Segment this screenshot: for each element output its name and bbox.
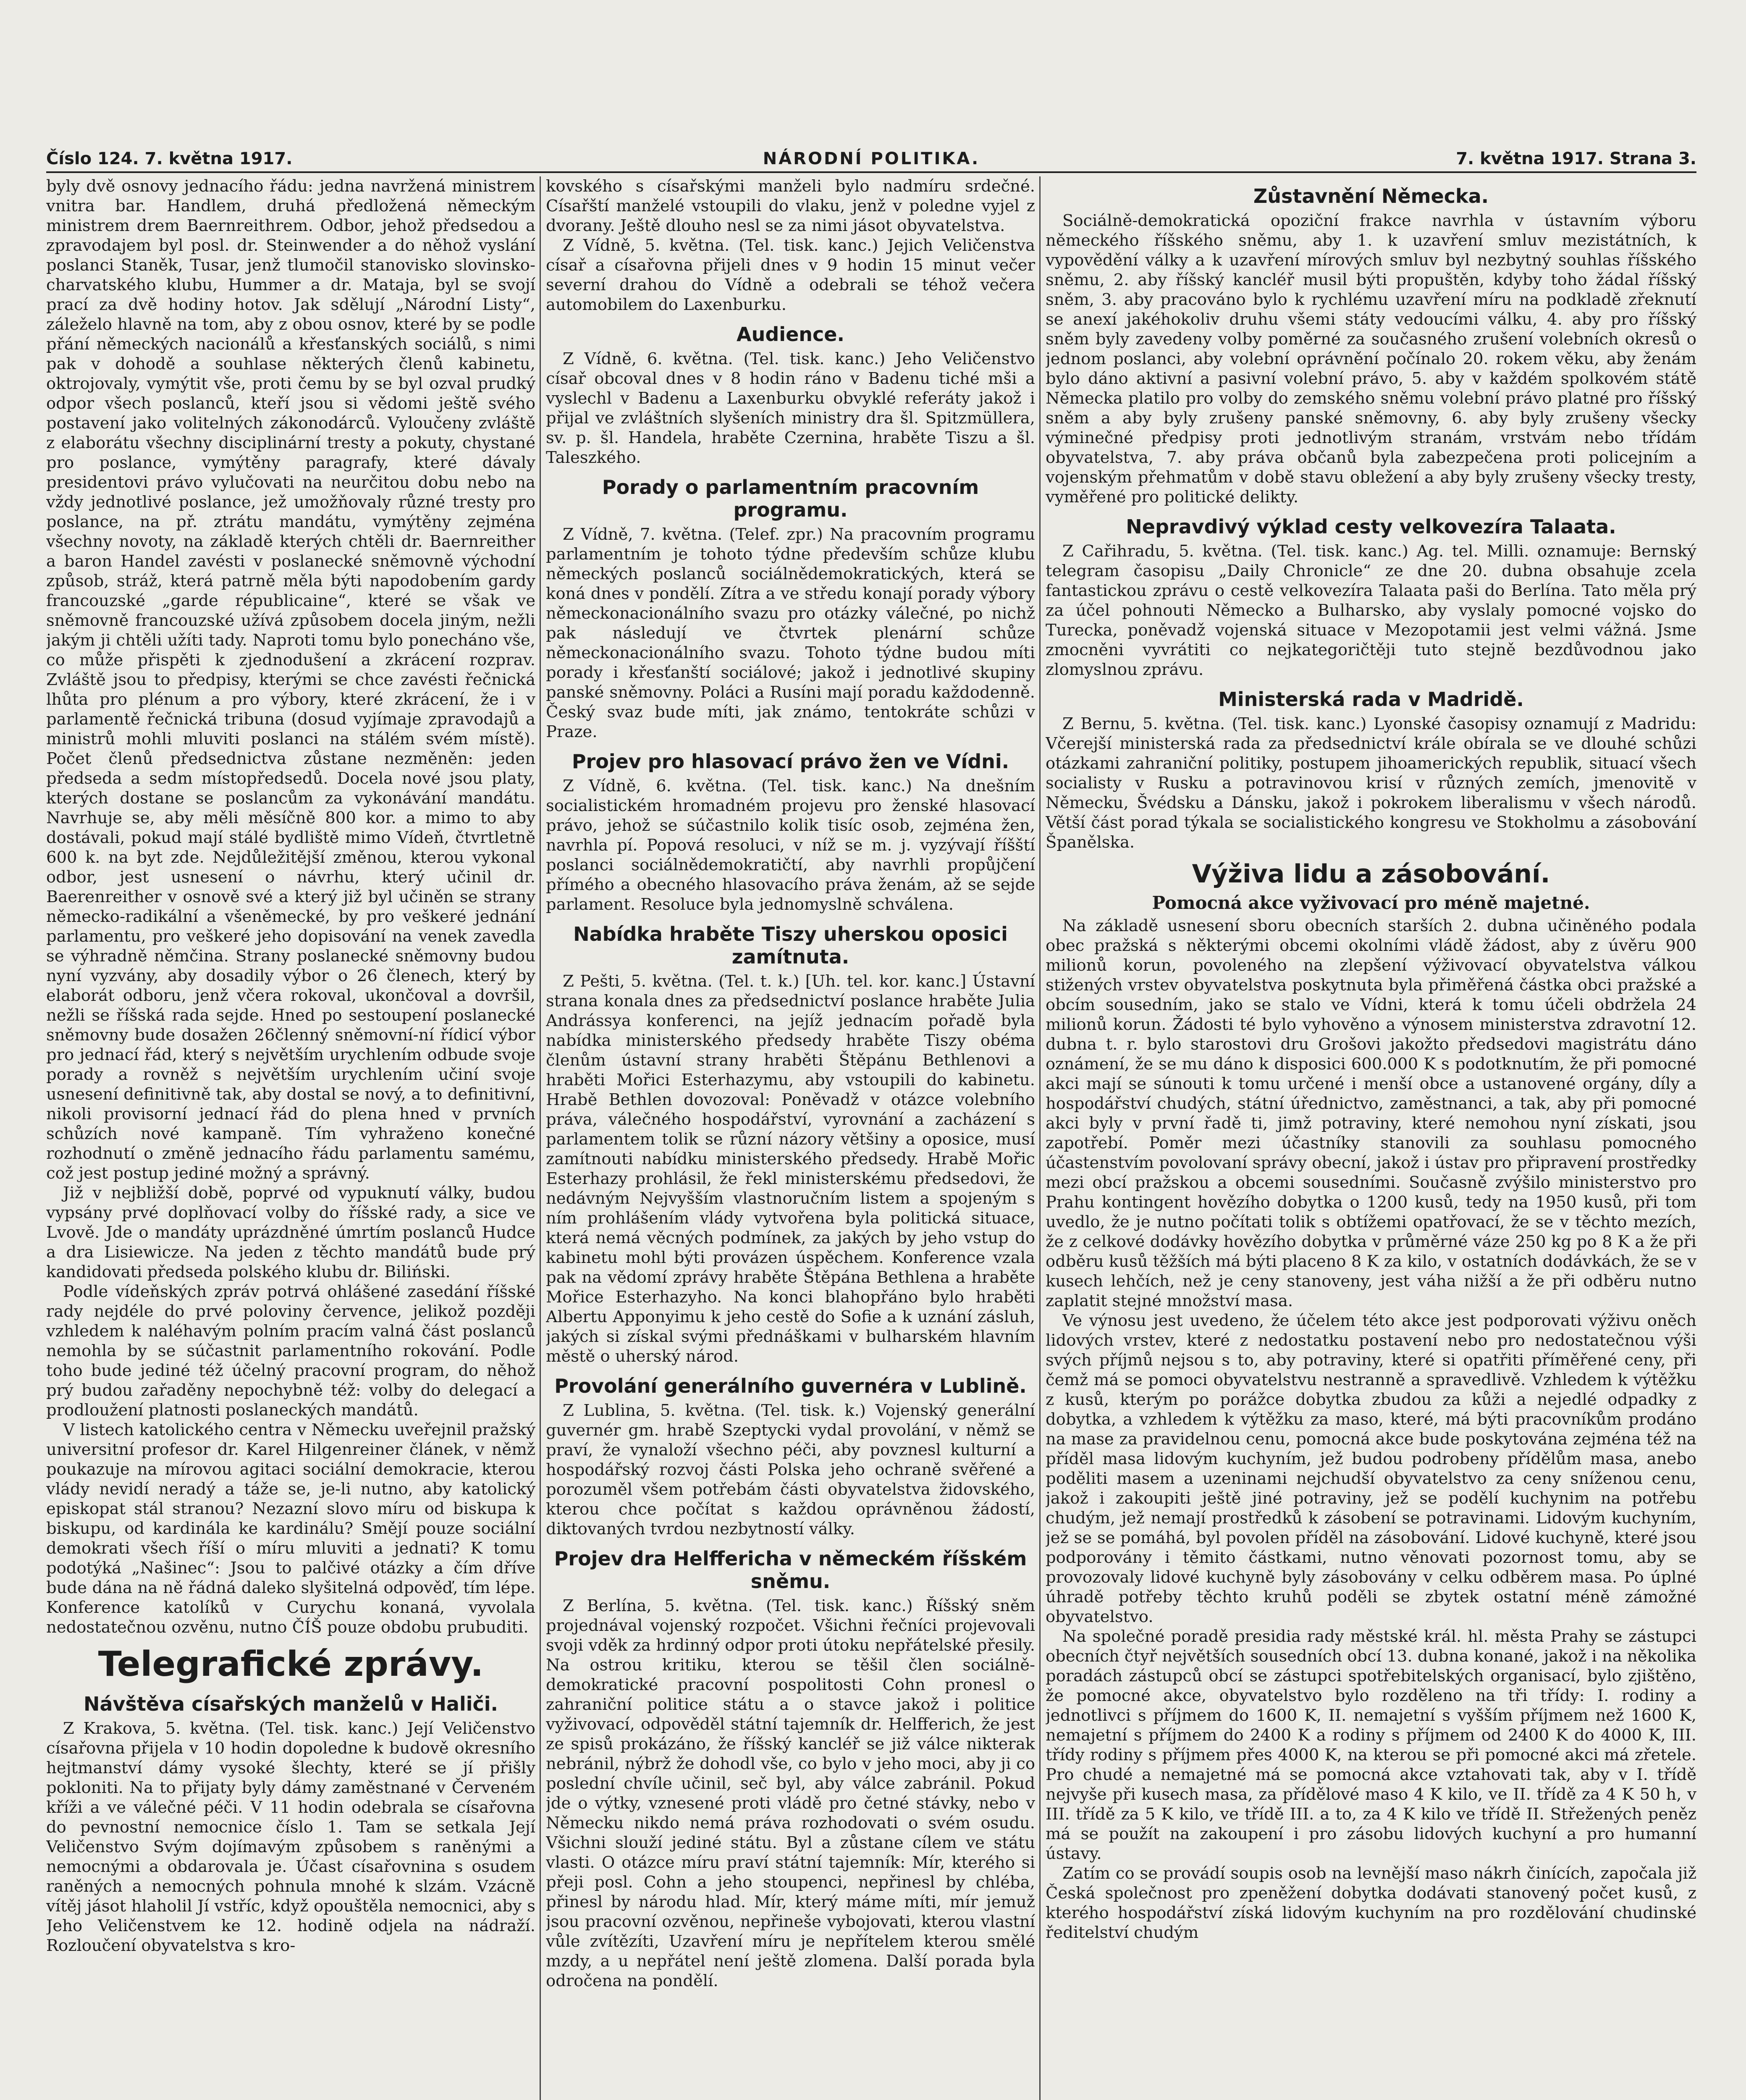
article-paragraph: Z Lublina, 5. května. (Tel. tisk. k.) Vojenský generální guvernér gm. hrabě Szeptycki vydal provolání, v němž se praví, že vynaloží všechno péči, aby povznesl kulturní a hospodářský rozvoj části Polska jeho ochraně svěřené a porozuměl všem potřebám části obyvatelstva židovského, kterou chce počítat s každou oprávněnou žádostí, diktovaných tvrdou nezbytností války. <box>546 1401 1035 1538</box>
article-heading: Nepravdivý výklad cesty velkovezíra Talaata. <box>1126 515 1616 538</box>
article-paragraph: V listech katolického centra v Německu uveřejnil pražský universitní profesor dr. Karel Hilgenreiner článek, v němž poukazuje na mírovou agitaci sociální demokracie, kterou vlády nevidí neradý a táže se, je-li nutno, aby katolický episkopat stál stranou? Nezazní slovo míru od biskupa k biskupu, od kardinála ke kardinálu? Smějí pouze sociální demokrati všech říší o míru mluviti a jednati? K tomu podotýká „Našinec“: Jsou to palčivé otázky a čím dříve bude dána na ně řádná daleko slyšitelná odpověď, tím lépe. Konference katolíků v Curychu konaná, vyvolala nedostatečnou ozvěnu, nutno ČÍŠ pouze obdobu prubuditi. <box>46 1420 535 1637</box>
column-1 <box>46 176 535 2100</box>
article-paragraph: Z Vídně, 5. května. (Tel. tisk. kanc.) Jejich Veličenstva císař a císařovna přijeli dnes v 9 hodin 15 minut večer severní drahou do Vídně a odebrali se téhož večera automobilem do Laxenburku. <box>546 236 1035 314</box>
article-paragraph: Zatím co se provádí soupis osob na levnější maso nákrh činících, započala již Česká společnost pro zpeněžení dobytka dodávati stanovený počet kusů, z kterého hospodářství získá lidovým kuchyním na pro rozdělování chudinské ředitelství chudým <box>1046 1864 1696 1942</box>
page-header <box>46 149 1696 171</box>
article-paragraph: kovského s císařskými manželi bylo nadmíru srdečné. Císařští manželé vstoupili do vlaku, jenž v poledne vyjel z dvorany. Ještě dlouho nesl se za nimi jásot obyvatelstva. <box>546 177 1035 235</box>
article-paragraph: Z Vídně, 7. května. (Telef. zpr.) Na pracovním programu parlamentním je tohoto týdne především schůze klubu německých poslanců sociálnědemokratických, která se koná dnes v pondělí. Zítra a ve středu konají porady výbory německonacionálního svazu pro otázky válečné, po nichž pak následují ve čtvrtek plenární schůze německonacionálního svazu. Tohoto týdne budou míti porady i křesťanští sociálové; jakož i jednotlivé skupiny panské sněmovny. Poláci a Rusíni mají poradu každodenně. Český svaz bude míti, jak známo, tentokráte schůzi v Praze. <box>546 525 1035 741</box>
article-paragraph: Z Pešti, 5. května. (Tel. t. k.) [Uh. tel. kor. kanc.] Ústavní strana konala dnes za předsednictví poslance hraběte Julia Andrássyа konferenci, na jejíž jednacím pořadě byla nabídka ministerského předsedy hraběte Tiszy obéma členům ústavní strany hraběti Štěpánu Bethlenovi a hraběti Mořici Esterhazymu, aby vstoupili do kabinetu. Hrabě Bethlen dovozoval: Poněvadž v otázce volebního práva, válečného hospodářství, vyrovnání a zacházení s parlamentem tolik se různí názory většiny a oposice, musí zamítnouti nabídku ministerského předsedy. Hrabě Mořic Esterhazy prohlásil, že řekl ministerskému předsedovi, že nedávným Nejvyšším vlastnoručním listem a spojeným s ním prohlášením vlády vytvořena byla politická situace, která nemá věcných podmínek, za jakých by jeho vstup do kabinetu mohl býti provázen úspěchem. Konference vzala pak na vědomí zprávy hraběte Štěpána Bethlena a hraběte Mořice Esterhazyho. Na konci blahopřáno bylo hraběti Albertu Apponyimu k jeho cestě do Sofie a k uznání zásluh, jakých si získal svými přednáškami v bulharském hlavním městě o uherský národ. <box>546 972 1035 1366</box>
column-3 <box>1046 176 1696 2100</box>
header-masthead: NÁRODNÍ POLITIKA. <box>763 149 980 168</box>
header-page-number: 7. května 1917. Strana 3. <box>1456 149 1696 168</box>
article-paragraph: Z Berlína, 5. května. (Tel. tisk. kanc.) Říšský sněm projednával vojenský rozpočet. Všichni řečníci projevovali svoji vděk za hrdinný odpor proti útoku nepřátelské přesily. Na ostrou kritiku, kterou se těšil člen sociálně-demokratické pracovní pospolitosti Cohn pronesl o zahraniční politice státu a o stavce jakož i politice vyživovací, odpověděl státní tajemník dr. Helfferich, že jest ze spisů prokázáno, že říšský kancléř se již válce nikterak nebránil, nýbrž že dohodl vše, co bylo v jeho moci, aby ji co poslední chvíle učinil, seč byl, aby válce zabránil. Pokud jde o výtky, vznesené proti vládě pro četné stávky, nebo v Německu nikdo nemá práva rozhodovati o svém osudu. Všichni slouží jediné státu. Byl a zůstane cílem ve státu vlasti. O otázce míru praví státní tajemník: Mír, kterého si přeji posl. Cohn a jeho stoupenci, nepřinesl by chléba, přinesl by národu hlad. Mír, který máme míti, mír jemuž jsou pracovní ozvěnou, nepřineše vybojovati, kterou vlastní vůle zvítězíti, Uzavření míru je nepřítelem kterou smělé mzdy, a u nepřátel není ještě zlomena. Další porada byla odročena na pondělí. <box>546 1596 1035 1990</box>
article-heading: Porady o parlamentním pracovním programu. <box>602 476 979 521</box>
column-divider <box>540 176 541 2100</box>
header-issue-date: Číslo 124. 7. května 1917. <box>46 149 293 168</box>
column-2 <box>546 176 1035 2100</box>
article-paragraph: Ve výnosu jest uvedeno, že účelem této akce jest podporovati výživu oněch lidových vrstev, které z nedostatku postavení nebo pro nedostatečnou výši svých příjmů nejsou s to, aby potraviny, které si opatřiti příměřené ceny, při čemž má se pomoci obyvatelstvu nestranně a spravedlivě. Vzhledem k výtěžku z kusů, kterým po porážce dobytka zbudou za kůži a nejedlé odpadky z dobytka, a vzhledem k výtěžku za maso, které, má býti pracovníkům prodáno na mase za pravidelnou cenu, pomocná akce bude poskytována zejména též na příděl masa lidovým kuchyním, jež budou podrobeny přídělům masa, anebo poděliti masem a uzeninami nejchudší obyvatelstvo za ceny sníženou cenu, jakož i zakoupiti ještě jiné potraviny, jež se podělí kuchynim na potřebu chudým, jež nemají prostředků k zásobení se potravinami. Lidovým kuchyním, jež se se pomáhá, byl povolen příděl na zásobování. Lidové kuchyně, které jsou podporovány i těmito částkami, nutno věnovati pozornost tomu, aby se provozovaly lidové kuchyně byly zásobovány v celku odběrem masa. Po úplné úhradě potřeby těchto kruhů poděli se zbytek ostatní méně zámožné obyvatelstvo. <box>1046 1311 1696 1626</box>
header-rule <box>46 171 1696 173</box>
article-paragraph: Z Krakova, 5. května. (Tel. tisk. kanc.) Její Veličenstvo císařovna přijela v 10 hodin dopoledne k budově okresního hejtmanství dámy vysoké šlechty, které se jí přišly pokloniti. Na to přijaty byly dámy zaměstnané v Červeném kříži a ve válečné péči. V 11 hodin odebrala se císařovna do pevnostní nemocnice číslo 1. Tam se setkala Její Veličenstvo Svým dojímavým způsobem s raněnými a nemocnými a obdarovala je. Účast císařovnina s osudem raněných a nemocných pohnula mnohé k slzám. Vzácně vítěj jásot hlaholil Jí vstříc, když opouštěla nemocnici, aby s Jeho Veličenstvem ke 12. hodině odjela na nádraží. Rozloučení obyvatelstva s kro- <box>46 1719 535 1955</box>
article-heading: Nabídka hraběte Tiszy uherskou oposici zamítnuta. <box>573 923 1008 968</box>
article-paragraph: Již v nejbližší době, poprvé od vypuknutí války, budou vypsány prvé doplňovací volby do říšské rady, a sice ve Lvově. Jde o mandáty uprázdněné úmrtím poslanců Hudce a dra Lisiewicze. Na jeden z těchto mandátů bude prý kandidovati předseda polského klubu dr. Biliński. <box>46 1184 535 1281</box>
article-heading: Návštěva císařských manželů v Haliči. <box>83 1693 498 1715</box>
article-heading: Pomocná akce vyživovací pro méně majetné. <box>1152 892 1590 913</box>
article-paragraph: Z Vídně, 6. května. (Tel. tisk. kanc.) Na dnešním socialistickém hromadném projevu pro ženské hlasovací právo, jehož se súčastnilo kolik tisíc osob, zejména žen, navrhla pí. Popová resoluci, v níž se m. j. vyzývají říšští poslanci sociálnědemokratičtí, aby navrhli propůjčení přímého a obecného hlasovacího práva ženám, až se sejde parlament. Resoluce byla jednomyslně schválena. <box>546 777 1035 914</box>
article-heading: Ministerská rada v Madridě. <box>1218 688 1524 711</box>
article-paragraph: Z Vídně, 6. května. (Tel. tisk. kanc.) Jeho Veličenstvo císař obcoval dnes v 8 hodin ráno v Badenu tiché mši a vyslechl v Badenu a Laxenburku obvyklé referáty jakož i přijal ve zvláštních slyšeních ministry dra šl. Spitzmüllera, sv. p. šl. Handela, hraběte Czernina, hraběte Tiszu a šl. Taleszkého. <box>546 349 1035 467</box>
article-heading: Audience. <box>737 323 844 346</box>
article-heading: Provolání generálního guvernéra v Lublině. <box>554 1375 1027 1397</box>
article-paragraph: byly dvě osnovy jednacího řádu: jedna navržená ministrem vnitra bar. Handlem, druhá předložená německým ministrem drem Baernreithrem. Odbor, jehož předsedou a zpravodajem byl posl. dr. Steinwender a do něhož vyslání poslanci Staněk, Tusar, jenž tlumočil stanovisko slovinsko-charvatského klubu, Hummer a dr. Mataja, byl se svojí prací za dvě hodiny hotov. Jak sdělují „Národní Listy“, záleželo hlavně na tom, aby z obou osnov, které by se podle přání německých nacionálů a křesťanských sociálů, s nimi pak v dohodě a souhlase některých členů kabinetu, oktrojovaly, vymýtit vše, proti čemu by se byl ozval prudký odpor všech poslanců, kteří jsou si vědomi ještě svého postavení jako volitelných zákonodárců. Vyloučeny zvláště z elaborátu všechny disciplinární tresty a pokuty, chystané pro poslance, vymýtěny paragrafy, které dávaly presidentovi právo vylučovati na neurčitou dobu nebo na vždy jednotlivé poslance, jež umožňovaly různé tresty pro poslance, na př. ztrátu mandátu, vymýtěny zejména všechny novoty, na základě kterých chtěli dr. Baernreither a baron Handel zavésti v poslanecké sněmovně východní způsob, stráž, která patrně měla býti napodobením gardy francouzské „garde républicaine“, které se však ve sněmovně francouzské užívá způsobem docela jiným, nežli jakým ji chtěli užíti tady. Naproti tomu bylo ponecháno vše, co může přispěti k zjednodušení a zkrácení rozprav. Zvláště jsou to předpisy, kterými se chce zavésti řečnická lhůta pro plénum a pro výbory, které zkrácení, že i v parlamentě řečnická tribuna (dosud vyjímaje zpravodajů a ministrů mohli mluviti poslanci na stálém svém místě). Počet členů předsednictva zůstane nezměněn: jeden předseda a sedm místopředsedů. Docela nové jsou platy, kterých dostane se poslancům za vykonávání mandátu. Navrhuje se, aby měli měsíčně 800 kor. a mimo to aby dostávali, pokud mají stálé bydliště mimo Vídeň, čtvrtletně 600 k. na byt zde. Nejdůležitější změnou, kterou vykonal odbor, jest usnesení o návrhu, který učinil dr. Baerenreither v osnově své a který již byl učiněn se strany německo-radikální a všeněmecké, by pro veškeré jednání parlamentu, pro veškeré jeho dopisování na venek zavedla se výhradně němčina. Strany poslanecké sněmovny budou nyní vyzvány, aby dosadily výbor o 26 členech, který by elaborát odboru, jenž včera rokoval, ukončoval a dovršil, nežli se říšská rada sejde. Hned po sestoupení poslanecké sněmovny bude dosažen 26členný sněmovní-ní řídicí výbor pro jednací řád, který s největším urychlením odbude svoje porady a rovněž s největším urychlením učiní svoje usnesení definitivně tak, aby dostal se nový, a to definitivní, nikoli provisorní jednací řád do plena hned v prvních schůzích nové kampaně. Tím vyhraženo konečné rozhodnutí o změně jednacího řádu parlamentu samému, což jest postup jediné možný a správný. <box>46 177 535 1183</box>
article-heading: Projev pro hlasovací právo žen ve Vídni. <box>572 750 1009 773</box>
article-paragraph: Na základě usnesení sboru obecních starších 2. dubna učiněného podala obec pražská s některými obcemi okolními vládě žádost, aby z úvěru 900 milionů korun, povoleného na zlepšení výživovací obyvatelstva válkou stižených vrstev obyvatelstva poskytnuta byla přiměřená částka obci pražské a obcím sousedním, jako se stalo ve Vídni, která k tomu účeli obdržela 24 milionů korun. Žádosti té bylo vyhověno a výnosem ministerstva zdravotní 12. dubna t. r. bylo starostovi dru Grošovi jakožto předsedovi magistrátu dáno oznámení, že se mu dáno k disposici 600.000 K s podotknutím, že při pomocné akci mají se súnouti k tomu určené i menší obce a ustanovené orgány, díly a hospodářství chudých, státní úřednictvo, zaměstnanci, a tak, aby při pomocné akci byly v první řadě ti, jimž potraviny, které nemohou nyní získati, jsou zapotřebí. Poměr mezi účastníky stanovili za souhlasu pomocného účastenstvím povolovaní správy obecní, jakož i ústav pro připravení prostředky mezi obcí pražskou a obcemi sousedními. Současně zvýšilo ministerstvo pro Prahu kontingent hovězího dobytka o 1200 kusů, tedy na 1950 kusů, při tom uvedlo, že je nutno počítati tolik s obtížemi opatřovací, že se v těchto mezích, že z celkové dodávky hovězího dobytka v průměrné váze 250 kg po 8 K a že při odběru kusů těžších má býti placeno 8 K za kilo, v ostatních dodávkách, že se v kusech lehčích, než je ceny stanoveny, jest váha nižší a že při odběru nutno zaplatit stejné množství masa. <box>1046 916 1696 1310</box>
article-paragraph: Sociálně-demokratická opoziční frakce navrhla v ústavním výboru německého říšského sněmu, aby 1. k uzavření smluv mezistátních, k vypovědění války a k uzavření mírových smluv byl nezbytný souhlas říšského sněmu, 2. aby říšský kancléř musil býti propuštěn, kdyby toho žádal říšský sněm, 3. aby pracováno bylo k rychlému uzavření míru na podkladě zřeknutí se anexí jakéhokoliv druhu všemi státy vedoucími válku, 4. aby pro říšský sněm byly zavedeny volby poměrné za současného zrušení volebních okresů o jednom poslanci, aby volební oprávnění počínalo 20. rokem věku, aby ženám bylo dáno aktivní a pasivní volební právo, 5. aby v každém spolkovém státě Německa platilo pro volby do zemského sněmu volební právo platné pro říšský sněm a aby byly zrušeny panské sněmovny, 6. aby byly zrušeny všecky výminečné předpisy proti jednotlivým stranám, vrstvám nebo třídám obyvatelstva, 7. aby práva občanů byla zabezpečena proti policejním a vojenským přehmatům v době stavu obležení a aby byly zrušeny všecky tresty, vyměřené pro politické delikty. <box>1046 211 1696 507</box>
section-heading: Telegrafické zprávy. <box>98 1644 484 1684</box>
article-heading: Projev dra Helffericha v německém říšském sněmu. <box>554 1547 1027 1593</box>
column-divider <box>1039 176 1041 2100</box>
article-heading: Zůstavnění Německa. <box>1253 185 1489 207</box>
article-paragraph: Podle vídeňských zpráv potrvá ohlášené zasedání říšské rady nejdéle do prvé poloviny července, jelikož později vzhledem k naléhavým polním pracím valná část poslanců nemohla by se súčastnit parlamentního rokování. Podle toho bude jediné též účelný pracovní program, do něhož prý budou zařaděny nepochybně též: volby do delegací a prodloužení platnosti poslaneckých mandátů. <box>46 1282 535 1420</box>
article-paragraph: Z Cařihradu, 5. května. (Tel. tisk. kanc.) Ag. tel. Milli. oznamuje: Bernský telegram časopisu „Daily Chronicle“ ze dne 20. dubna obsahuje zcela fantastickou zprávu o cestě velkovezíra Talaata paši do Berlína. Tato měla prý za účel pohnouti Německo a Bulharsko, aby vyslaly pomocné vojsko do Turecka, poněvadž vojenská situace v Mezopotamii jest velmi vážná. Jsme zmocněni vyvrátiti co nejkategoričtěji tuto stejně bezdůvodnou jako zlomyslnou zprávu. <box>1046 542 1696 679</box>
section-heading: Výživa lidu a zásobování. <box>1192 859 1550 889</box>
article-paragraph: Na společné poradě presidia rady městské král. hl. města Prahy se zástupci obecních čtyř největších sousedních obcí 13. dubna konané, jakož i na několika poradách zástupců obcí se zástupci spotřebitelských organisací, bylo zjištěno, že pomocné akce, obyvatelstvo bylo rozděleno na tři třídy: I. rodiny a jednotlivci s příjmem do 1600 K, II. nemajetní s vyšším příjmem než 1600 K, nemajetní s příjmem do 2400 K a rodiny s příjmem od 2400 K do 4000 K, III. třídy rodiny s příjmem přes 4000 K, na kterou se při pomocné akci má zřetele. Pro chudé a nemajetné má se pomocná akce vztahovati tak, aby v I. třídě nejvyše při kusech masa, za přídělové maso 4 K kilo, ve II. třídě za 4 K 50 h, v III. třídě za 5 K kilo, ve třídě III. a to, za 4 K kilo ve třídě II. Střežených peněz má se použít na zakoupení i pro zásobu lidových kuchyní a pro humanní ústavy. <box>1046 1627 1696 1863</box>
article-paragraph: Z Bernu, 5. května. (Tel. tisk. kanc.) Lyonské časopisy oznamují z Madridu: Včerejší ministerská rada za předsednictví krále obírala se ve dlouhé schůzi otázkami zahraniční politiky, postupem jihoamerických republik, situací všech socialisty v Rusku a potravinovou krisí v různých zemích, jmenovitě v Německu, Švédsku a Dánsku, jakož i pokrokem liberalismu v všech národů. Větší část porad týkala se socialistického kongresu ve Stokholmu a zásobování Španělska. <box>1046 714 1696 852</box>
